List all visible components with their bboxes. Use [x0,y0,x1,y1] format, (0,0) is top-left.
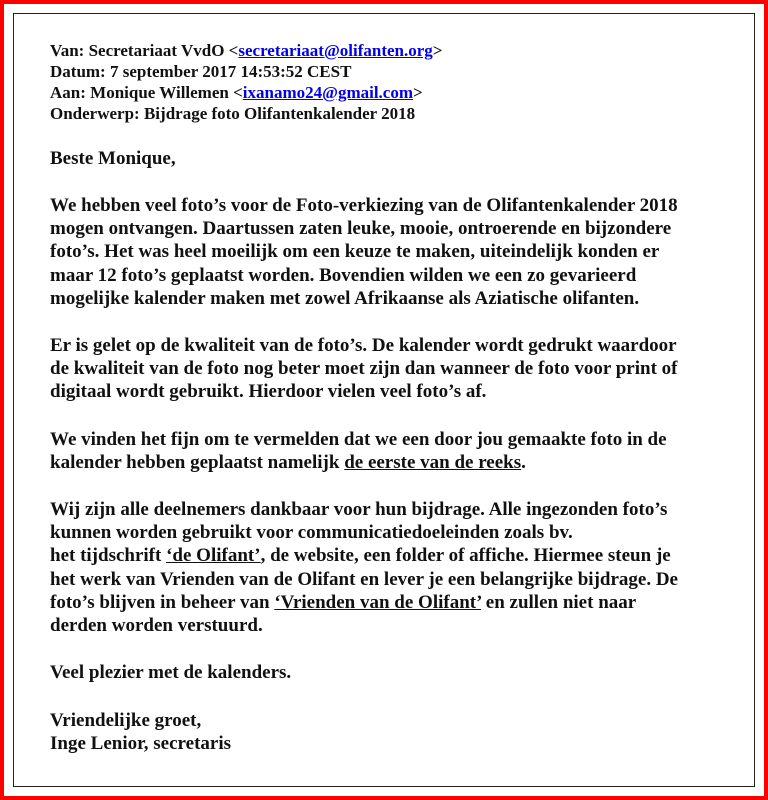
date-label: Datum: [50,62,106,81]
closing-line: Veel plezier met de kalenders. [50,662,292,684]
p1-line: foto’s. Het was heel moeilijk om een keuze te maken, uiteindelijk konden er [50,241,660,263]
p4-text: het tijdschrift [50,545,167,567]
p1-line: mogen ontvangen. Daartussen zaten leuke, mooie, ontroerende en bijzondere [50,218,672,240]
p1-line: We hebben veel foto’s voor de Foto-verkiezing van de Olifantenkalender 2018 [50,195,678,216]
paragraph-1 [50,194,750,310]
paragraph-2 [50,334,750,404]
p4-line: het werk van Vrienden van de Olifant en lever je een belangrijke bijdrage. De [50,568,678,590]
p2-line: Er is gelet op de kwaliteit van de foto’s. De kalender wordt gedrukt waardoor [50,335,677,357]
sign-greeting: Vriendelijke groet, [50,710,202,732]
p3-line: We vinden het fijn om te vermelden dat we een door jou gemaakte foto in de [50,428,667,450]
header-subject [50,103,750,124]
header-from: Van: Secretariaat VvdO <secretariaat@olifanten.org> [50,41,443,60]
p2-line: digitaal wordt gebruikt. Hierdoor vielen veel foto’s af. [50,381,487,403]
p4-line [50,544,750,567]
to-email-link[interactable]: ixanamo24@gmail.com [242,83,414,102]
p4-line: kunnen worden gebruikt voor communicatiedoeleinden zoals bv. [50,522,573,544]
email-body [50,40,750,755]
paragraph-3 [50,428,750,474]
p4-line: derden worden verstuurd. [50,615,263,637]
sign-name: Inge Lenior, secretaris [50,733,232,755]
underlined-magazine-title: ‘de Olifant’ [166,545,261,567]
to-label: Aan: [50,83,86,102]
to-name: Monique Willemen [90,83,229,102]
salutation: Beste Monique, [50,148,176,169]
paragraph-4 [50,498,750,637]
subject-value: Bijdrage foto Olifantenkalender 2018 [143,104,416,123]
underlined-organisation-name: ‘Vrienden van de Olifant’ [274,591,482,613]
p4-line: Wij zijn alle deelnemers dankbaar voor hun bijdrage. Alle ingezonden foto’s [50,499,668,521]
p4-text: foto’s blijven in beheer van [50,591,275,613]
p1-line: mogelijke kalender maken met zowel Afrikaanse als Aziatische olifanten. [50,287,640,309]
p4-text: en zullen niet naar [481,591,637,613]
from-email-link[interactable]: secretariaat@olifanten.org [238,41,433,60]
p4-text: , de website, een folder of affiche. Hiermee steun je [260,545,671,567]
header-to: Aan: Monique Willemen <ixanamo24@gmail.com> [50,83,423,102]
header-date [50,61,750,82]
p3-text: kalender hebben geplaatst namelijk [50,451,345,473]
p1-line: maar 12 foto’s geplaatst worden. Bovendien wilden we een zo gevarieerd [50,264,637,286]
underlined-phrase-first-of-series: de eerste van de reeks [344,451,522,473]
p2-line: de kwaliteit van de foto nog beter moet zijn dan wanneer de foto voor print of [50,358,678,380]
signature [50,709,750,755]
p3-text: . [521,451,526,473]
from-label: Van: [50,41,85,60]
subject-label: Onderwerp: [50,104,140,123]
p3-line [50,451,750,474]
date-value: 7 september 2017 14:53:52 CEST [109,62,352,81]
p4-line [50,591,750,614]
from-name: Secretariaat VvdO [88,41,225,60]
